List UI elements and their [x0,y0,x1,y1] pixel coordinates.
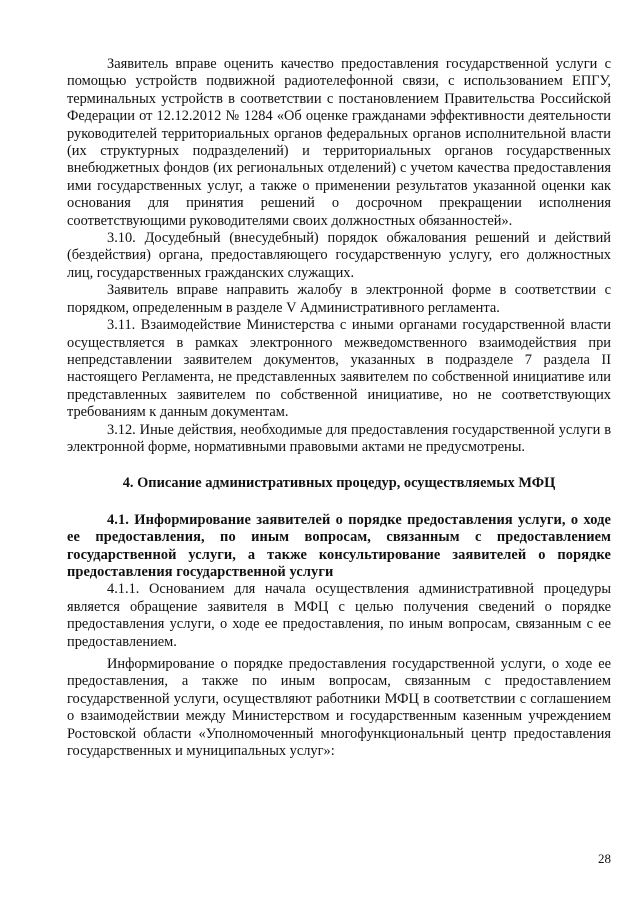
paragraph-complaint: Заявитель вправе направить жалобу в электронной форме в соответствии с порядком, определенным в разделе V Административного регламента. [67,282,611,316]
paragraph-4-1-1: 4.1.1. Основанием для начала осуществления административной процедуры является обращение заявителя в МФЦ с целью получения сведений о порядке предоставления услуги, о ходе ее предоставления, по иным вопросам, связанным с ее предоставлением. [67,581,611,650]
paragraph-informing: Информирование о порядке предоставления государственной услуги, о ходе ее предоставления, а также по иным вопросам, связанным с предоставлением государственной услуги, осуществляют работники МФЦ в соответствии с соглашением о взаимодействии между Министерством и государственным казенным учреждением Ростовской области «Уполномоченный многофункциональный центр предоставления государственных и муниципальных услуг»: [67,656,611,760]
paragraph-3-11: 3.11. Взаимодействие Министерства с иными органами государственной власти осуществляется в рамках электронного межведомственного взаимодействия при непредставлении заявителем документов, указанных в подразделе 7 раздела II настоящего Регламента, не представленных заявителем по собственной инициативе или представленных заявителем по собственной инициативе, но не соответствующих требованиям к данным документам. [67,317,611,421]
subsection-heading: 4.1. Информирование заявителей о порядке предоставления услуги, о ходе ее предоставления, по иным вопросам, связанным с предоставлением государственной услуги, а также консультирование заявителей о порядке предоставления государственной услуги [67,511,611,580]
section-heading: 4. Описание административных процедур, осуществляемых МФЦ [122,475,556,492]
page-number: 28 [598,851,611,866]
paragraph-3-12: 3.12. Иные действия, необходимые для предоставления государственной услуги в электронной форме, нормативными правовыми актами не предусмотрены. [67,421,611,455]
paragraph-3-10: 3.10. Досудебный (внесудебный) порядок обжалования решений и действий (бездействия) органа, предоставляющего государственную услугу, его должностных лиц, государственных гражданских служащих. [67,230,611,281]
paragraph-quality-assessment: Заявитель вправе оценить качество предоставления государственной услуги с помощью устройств подвижной радиотелефонной связи, с использованием ЕПГУ, терминальных устройств в соответствии с постановлением Правительства Российской Федерации от 12.12.2012 № 1284 «Об оценке гражданами эффективности деятельности руководителей территориальных органов федеральных органов исполнительной власти (их структурных подразделений) и территориальных органов государственных внебюджетных фондов (их региональных отделений) с учетом качества предоставления ими государственных услуг, а также о применении результатов указанной оценки как основания для принятия решений о досрочном прекращении исполнения соответствующими руководителями своих должностных обязанностей». [67,56,611,229]
